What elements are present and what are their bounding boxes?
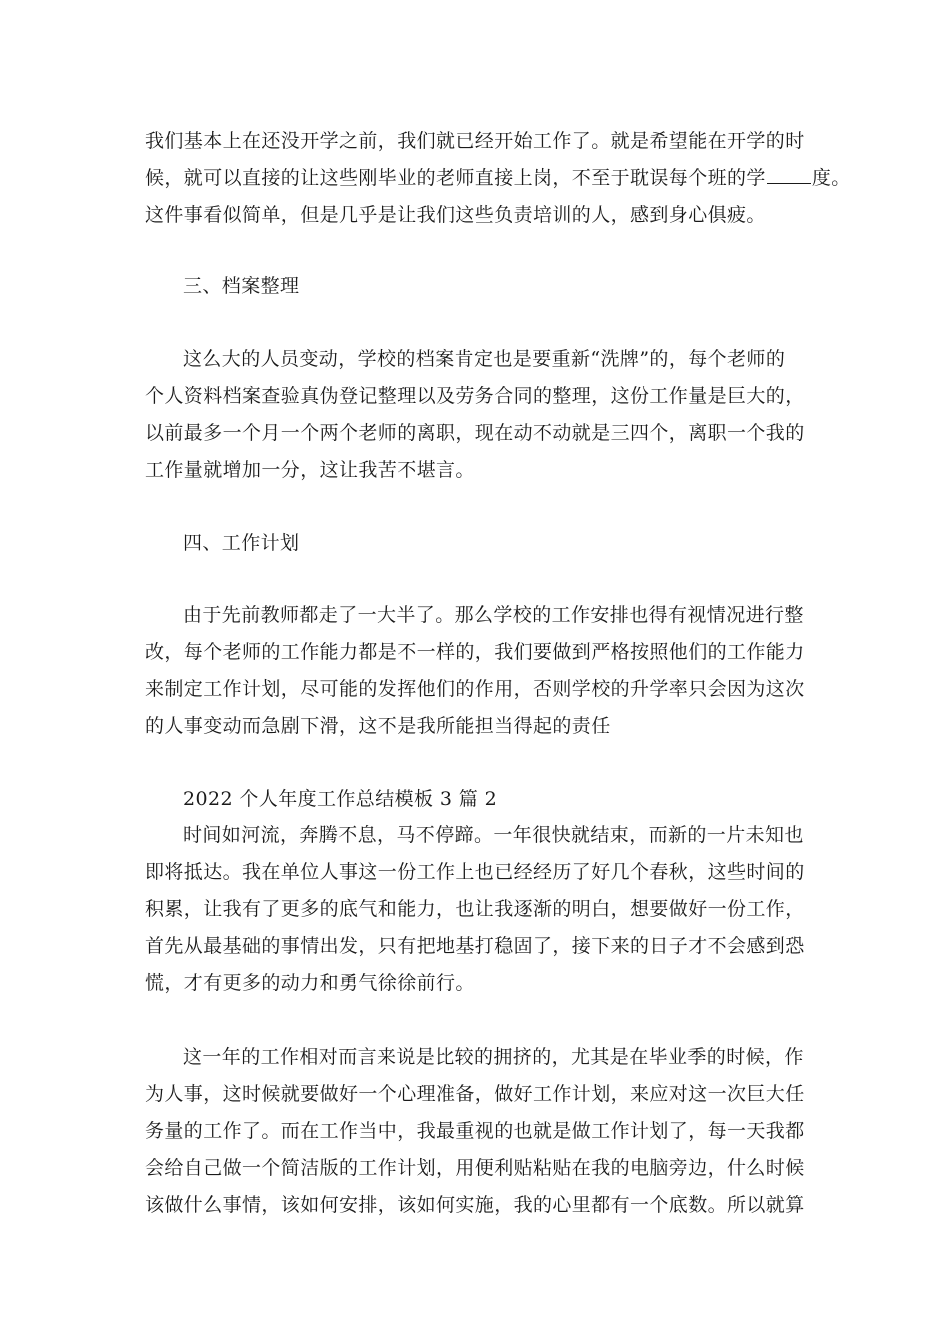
paragraph-line: 这一年的工作相对而言来说是比较的拥挤的，尤其是在毕业季的时候，作 [183, 1046, 804, 1068]
paragraph-line: 这件事看似简单，但是几乎是让我们这些负责培训的人，感到身心俱疲。 [145, 204, 766, 226]
document-title: 2022 个人年度工作总结模板 3 篇 2 [183, 788, 498, 810]
paragraph-line: 工作量就增加一分，这让我苦不堪言。 [145, 459, 475, 481]
paragraph-line: 这么大的人员变动，学校的档案肯定也是要重新“洗牌”的，每个老师的 [183, 348, 786, 370]
paragraph-line: 会给自己做一个简洁版的工作计划，用便利贴粘贴在我的电脑旁边，什么时候 [145, 1157, 805, 1179]
paragraph-line: 即将抵达。我在单位人事这一份工作上也已经经历了好几个春秋，这些时间的 [145, 861, 805, 883]
section-heading: 四、工作计划 [183, 532, 300, 554]
paragraph-line: 时间如河流，奔腾不息，马不停蹄。一年很快就结束，而新的一片未知也 [183, 824, 804, 846]
line-text: 候，就可以直接的让这些刚毕业的老师直接上岗，不至于耽误每个班的学 [145, 167, 766, 189]
paragraph-line: 以前最多一个月一个两个老师的离职，现在动不动就是三四个，离职一个我的 [145, 422, 805, 444]
paragraph-line: 为人事，这时候就要做好一个心理准备，做好工作计划，来应对这一次巨大任 [145, 1083, 805, 1105]
paragraph-line: 首先从最基础的事情出发，只有把地基打稳固了，接下来的日子才不会感到恐 [145, 935, 805, 957]
paragraph-line: 我们基本上在还没开学之前，我们就已经开始工作了。就是希望能在开学的时 [145, 130, 805, 152]
paragraph-line: 来制定工作计划，尽可能的发挥他们的作用，否则学校的升学率只会因为这次 [145, 678, 805, 700]
paragraph-line: 务量的工作了。而在工作当中，我最重视的也就是做工作计划了，每一天我都 [145, 1120, 805, 1142]
paragraph-line [145, 165, 851, 191]
line-text: 度。 [811, 167, 851, 189]
fill-in-blank [767, 165, 811, 184]
paragraph-line: 改，每个老师的工作能力都是不一样的，我们要做到严格按照他们的工作能力 [145, 641, 805, 663]
paragraph-line: 的人事变动而急剧下滑，这不是我所能担当得起的责任 [145, 715, 611, 737]
paragraph-line: 该做什么事情，该如何安排，该如何实施，我的心里都有一个底数。所以就算 [145, 1194, 805, 1216]
paragraph-line: 积累，让我有了更多的底气和能力，也让我逐渐的明白，想要做好一份工作， [145, 898, 805, 920]
paragraph-line: 由于先前教师都走了一大半了。那么学校的工作安排也得有视情况进行整 [183, 604, 804, 626]
paragraph-line: 慌，才有更多的动力和勇气徐徐前行。 [145, 972, 475, 994]
paragraph-line: 个人资料档案查验真伪登记整理以及劳务合同的整理，这份工作量是巨大的， [145, 385, 805, 407]
section-heading: 三、档案整理 [183, 275, 300, 297]
